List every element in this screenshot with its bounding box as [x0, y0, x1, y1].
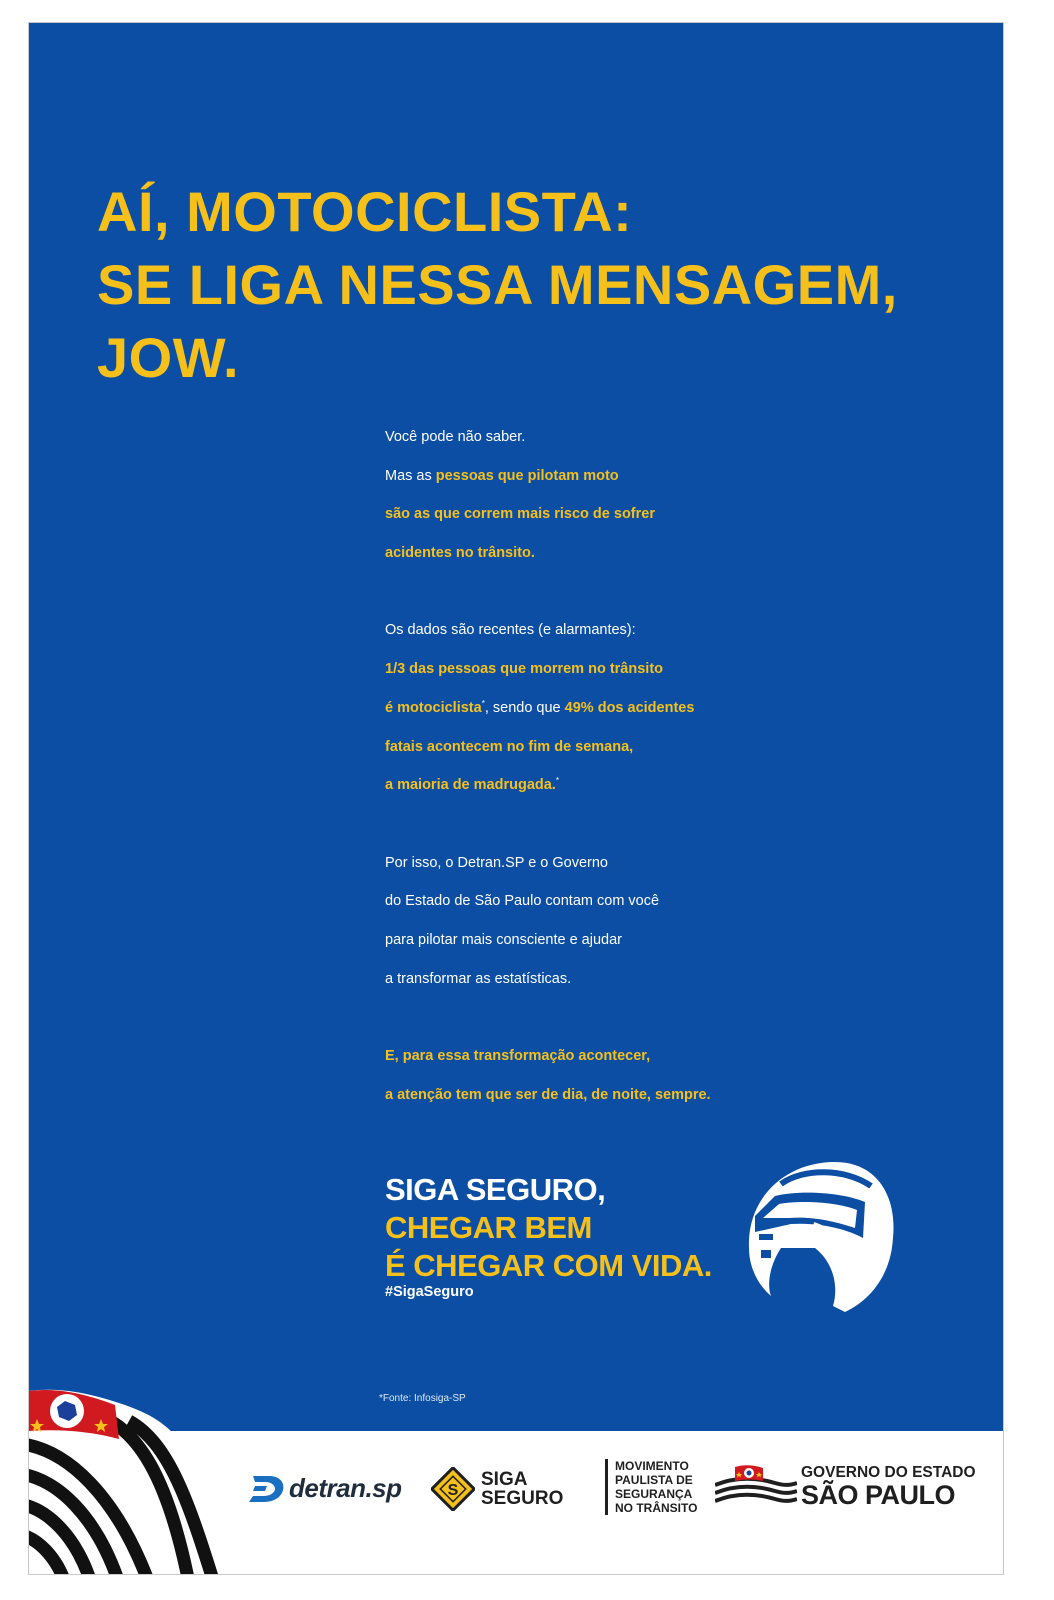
body-line: Os dados são recentes (e alarmantes):: [385, 622, 636, 639]
paragraph-gap: [385, 1005, 885, 1044]
hashtag: #SigaSeguro: [385, 1284, 474, 1300]
siga-seguro-logo: [431, 1467, 563, 1511]
poster: [28, 22, 1004, 1575]
paragraph-gap: [385, 812, 885, 851]
headline-line-1: AÍ, MOTOCICLISTA:: [97, 180, 633, 243]
slogan-line-3: É CHEGAR COM VIDA.: [385, 1248, 712, 1283]
governo-text: [801, 1464, 976, 1509]
body-text-highlight: é motociclista: [385, 699, 482, 716]
body-line: Por isso, o Detran.SP e o Governo: [385, 854, 608, 871]
governo-sp-logo: [715, 1463, 976, 1509]
siga-seguro-text: [481, 1470, 563, 1508]
siga-seguro-badge-icon: [431, 1467, 475, 1511]
headline: [97, 175, 898, 394]
movimento-line: NO TRÂNSITO: [615, 1501, 698, 1515]
slogan: [385, 1171, 712, 1285]
body-line: para pilotar mais consciente e ajudar: [385, 931, 622, 948]
helmet-icon: [741, 1156, 899, 1316]
body-line-highlight: E, para essa transformação acontecer,: [385, 1048, 651, 1064]
body-text-highlight: a maioria de madrugada.: [385, 777, 556, 794]
footnote-mark: *: [555, 776, 559, 786]
detran-logo-icon: [249, 1474, 285, 1504]
body-line: [385, 696, 885, 735]
movimento-line: SEGURANÇA: [615, 1487, 693, 1501]
siga-badge-letter: S: [447, 1482, 459, 1499]
siga-line-1: SIGA: [481, 1469, 528, 1490]
governo-line-2: SÃO PAULO: [801, 1479, 956, 1510]
body-copy: [385, 425, 885, 1121]
movimento-line: PAULISTA DE: [615, 1473, 693, 1487]
body-line-highlight: 1/3 das pessoas que morrem no trânsito: [385, 661, 664, 678]
body-line-highlight: a atenção tem que ser de dia, de noite, sempre.: [385, 1086, 711, 1103]
body-line-highlight: fatais acontecem no fim de semana,: [385, 738, 634, 755]
body-line: do Estado de São Paulo contam com você: [385, 893, 660, 910]
body-line: a transformar as estatísticas.: [385, 970, 572, 987]
detran-logo: [249, 1473, 402, 1504]
footnote-mark: *: [481, 698, 485, 708]
body-line: Você pode não saber.: [385, 429, 526, 445]
siga-line-2: SEGURO: [481, 1488, 564, 1509]
slogan-line-1: SIGA SEGURO,: [385, 1172, 606, 1207]
blue-panel: [29, 23, 1004, 1431]
governo-line-1: GOVERNO DO ESTADO: [801, 1463, 976, 1481]
headline-line-2: SE LIGA NESSA MENSAGEM,: [97, 253, 898, 316]
body-line-highlight: acidentes no trânsito.: [385, 545, 535, 562]
detran-logo-text: detran.sp: [289, 1473, 402, 1503]
body-text-highlight: 49% dos acidentes: [564, 699, 695, 716]
body-line-highlight: são as que correm mais risco de sofrer: [385, 506, 655, 523]
logo-bar: [29, 1431, 1004, 1575]
body-line: [385, 773, 885, 812]
governo-sp-flag-icon: [715, 1463, 797, 1509]
movimento-line: MOVIMENTO: [615, 1459, 689, 1473]
body-text-highlight: pessoas que pilotam moto: [435, 467, 619, 484]
footnote: *Fonte: Infosiga-SP: [379, 1393, 466, 1404]
slogan-line-2: CHEGAR BEM: [385, 1210, 592, 1245]
headline-line-3: JOW.: [97, 326, 240, 389]
paragraph-gap: [385, 580, 885, 619]
body-text-plain: , sendo que: [484, 699, 565, 716]
body-text-plain: Mas as: [385, 467, 436, 484]
body-line: [385, 464, 885, 503]
movimento-logo: [605, 1459, 697, 1515]
